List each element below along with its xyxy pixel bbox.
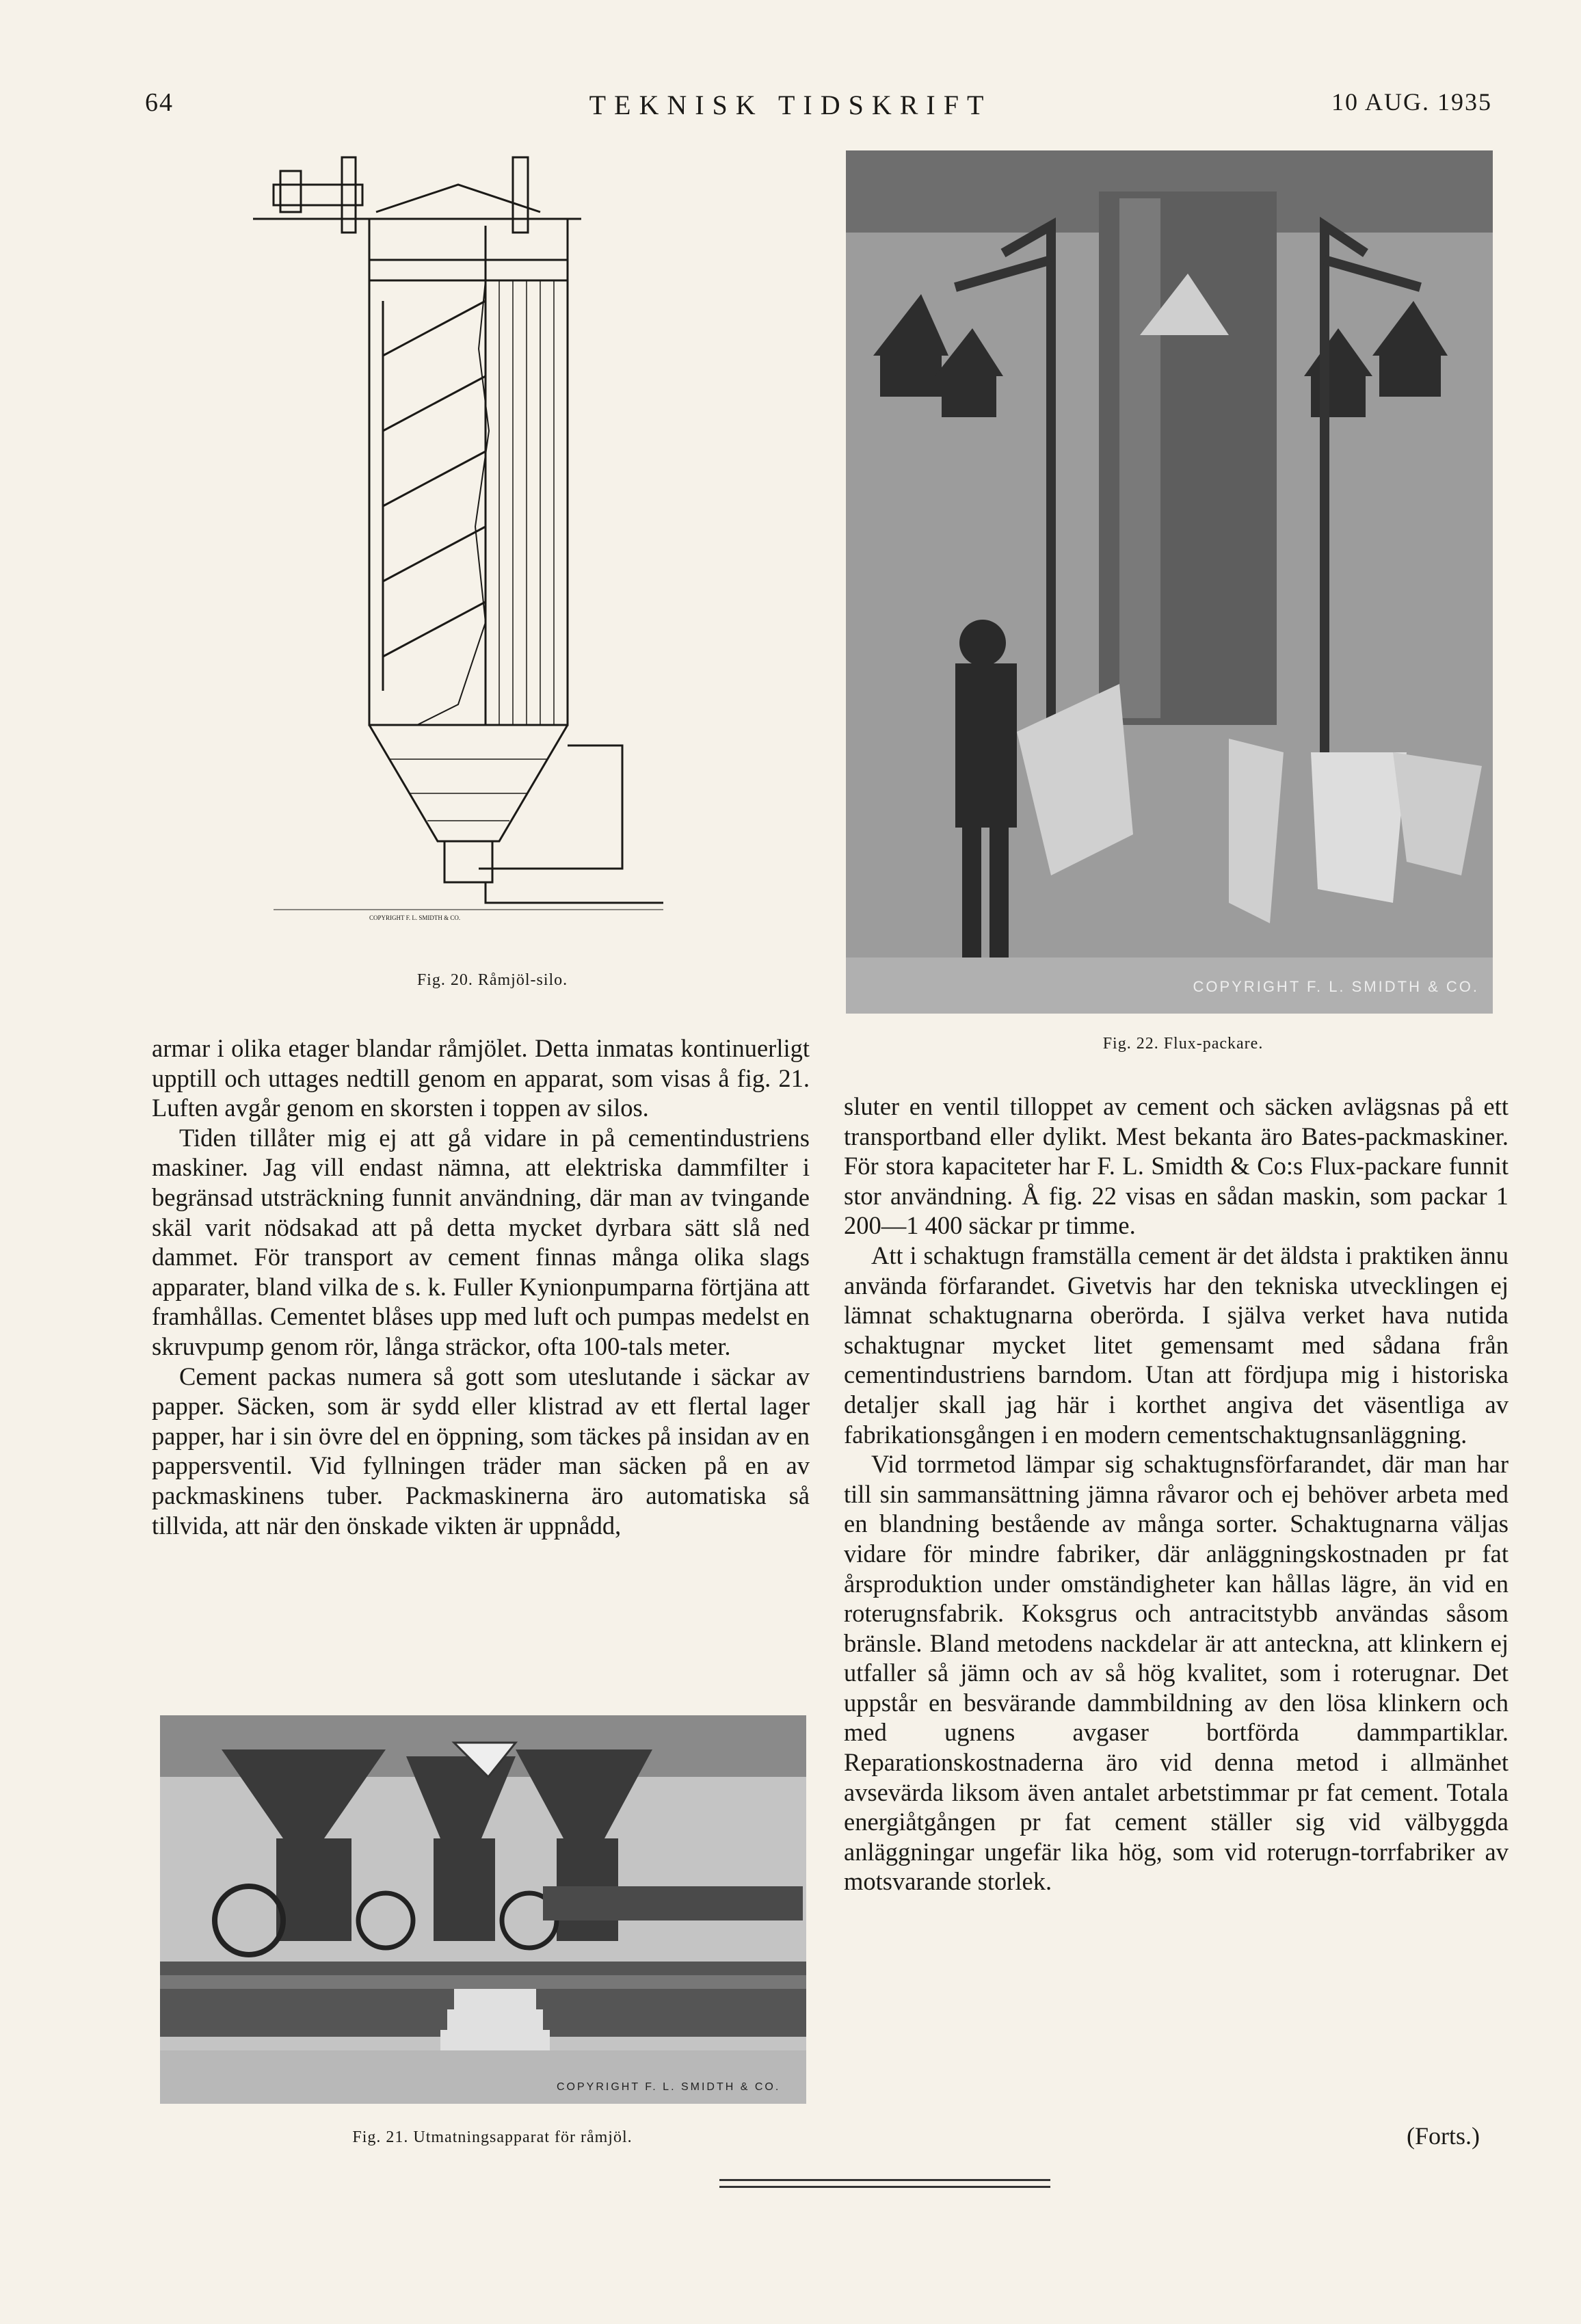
end-rule-bottom [719,2186,1050,2188]
flux-packer-illustration [846,150,1493,1014]
figure-21-photo [160,1715,806,2104]
figure-22-photo [846,150,1493,1014]
figure-22-caption: Fig. 22. Flux-packare. [1102,1035,1264,1053]
page-number: 64 [145,88,174,117]
paragraph: Vid torrmetod lämpar sig schaktugnsförfarandet, där man har till sin sammansättning jämna råvaror och ej behöver arbeta med en blandning bestående av många sorter. Schaktugnarna väljas vidare för mindre fabriker, där anläggningskostnaden pr fat årsproduktion under omständigheter kan hållas lägre, än vid en roterugnsfabrik. Koksgrus och antracitstybb användas såsom bränsle. Bland metodens nackdelar är att anteckna, att klinkern ej utfaller så jämn och av så hög kvalitet, som i roterugnar. Det uppstår en besvärande dammbildning av den lösa klinkern och med ugnens avgaser bortförda dammpartiklar. Reparationskostnaderna äro vid denna metod i allmänhet avsevärda liksom även antalet arbetstimmar pr fat cement. Totala energiåtgången pr fat cement ställer sig vid välbyggda anläggningar ungefär lika hög, som vid roterugn-torrfabriker av motsvarande storlek. [844,1450,1509,1896]
continued-note: (Forts.) [1407,2122,1480,2150]
paragraph: Cement packas numera så gott som uteslutande i säckar av papper. Säcken, som är sydd eller klistrad av ett flertal lager papper, har i sin övre del en öppning, som täckes på insidan av en pappersventil. Vid fyllningen träder man säcken på en av packmaskinens tuber. Packmaskinerna äro automatiska så tillvida, att när den önskade vikten är uppnådd, [152,1362,810,1540]
left-text-column [152,1033,810,1540]
figure-22-credit: COPYRIGHT F. L. SMIDTH & CO. [1193,978,1479,995]
figure-20-silo-drawing [253,144,677,958]
paragraph: Tiden tillåter mig ej att gå vidare in på cementindustriens maskiner. Jag vill endast nämna, att elektriska dammfilter i begränsad utsträckning funnit användning, där man av tvingande skäl varit nödsakad att på detta mycket dyrbara sätt slå ned dammet. För transport av cement finnas många olika slags apparater, bland vilka de s. k. Fuller Kynionpumparna förtjäna att framhållas. Cementet blåses upp med luft och pumpas medelst en skruvpump genom rör, långa sträckor, ofta 100-tals meter. [152,1123,810,1360]
feeding-apparatus-illustration [160,1715,806,2104]
journal-title: TEKNISK TIDSKRIFT [589,90,992,120]
paragraph: sluter en ventil tilloppet av cement och säcken avlägsnas på ett transportband eller dylikt. Mest bekanta äro Bates-packmaskiner. För stora kapaciteter har F. L. Smidth & Co:s Flux-packare funnit stor användning. Å fig. 22 visas en sådan maskin, som packar 1 200—1 400 säckar pr timme. [844,1092,1509,1240]
end-rule-top [719,2179,1050,2181]
right-text-column [844,1092,1509,1897]
paragraph: armar i olika etager blandar råmjölet. Detta inmatas kontinuerligt upptill och uttages nedtill genom en apparat, som visas å fig. 21. Luften avgår genom en skorsten i toppen av silos. [152,1034,810,1122]
figure-20-credit: COPYRIGHT F. L. SMIDTH & CO. [369,914,461,921]
figure-21-credit: COPYRIGHT F. L. SMIDTH & CO. [557,2081,781,2093]
figure-21-caption: Fig. 21. Utmatningsapparat för råmjöl. [352,2128,633,2146]
paragraph: Att i schaktugn framställa cement är det äldsta i praktiken ännu använda förfarandet. Givetvis har den tekniska utvecklingen ej lämnat schaktugnarna oberörda. I själva verket hava nutida schaktugnar mycket litet gemensamt med sådana från cementindustriens barndom. Utan att fördjupa mig i historiska detaljer skall jag här i korthet angiva det väsentliga av fabrikationsgången i en modern cementschaktugnsanläggning. [844,1241,1509,1449]
issue-date: 10 AUG. 1935 [1331,88,1492,116]
figure-20-caption: Fig. 20. Råmjöl-silo. [416,971,568,989]
